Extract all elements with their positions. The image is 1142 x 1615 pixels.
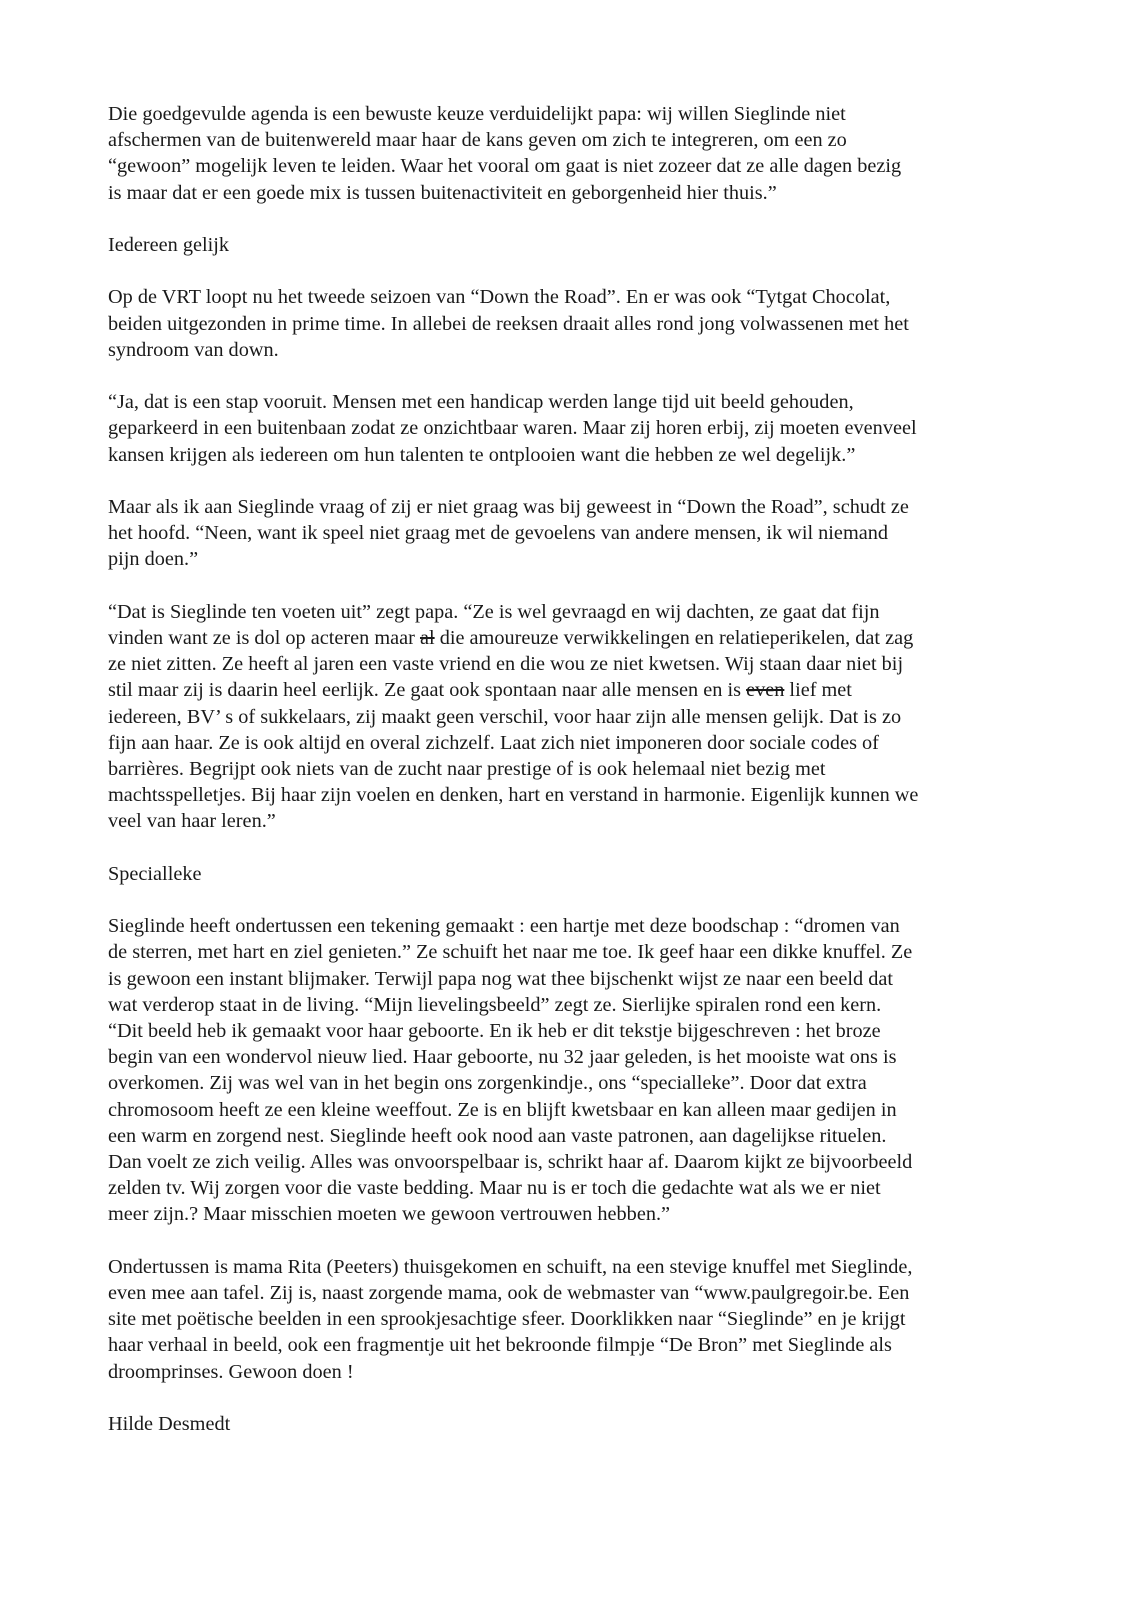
text-line: begin van een wondervol nieuw lied. Haar geboorte, nu 32 jaar geleden, is het mooiste wat ons is <box>108 1046 897 1069</box>
text-segment: lief met <box>784 679 852 702</box>
struck-word: even <box>746 679 785 702</box>
text-line: chromosoom heeft ze een kleine weeffout. Ze is en blijft kwetsbaar en kan alleen maar gedijen in <box>108 1098 897 1121</box>
text-line: is gewoon een instant blijmaker. Terwijl papa nog wat thee bijschenkt wijst ze naar een beeld dat <box>108 967 893 990</box>
paragraph-vrt <box>108 284 1048 363</box>
text-line: het hoofd. “Neen, want ik speel niet graag met de gevoelens van andere mensen, ik wil niemand <box>108 522 888 545</box>
paragraph-ten-voeten-uit <box>108 599 1048 835</box>
text-line: fijn aan haar. Ze is ook altijd en overal zichzelf. Laat zich niet imponeren door sociale codes of <box>108 731 879 754</box>
text-line: meer zijn.? Maar misschien moeten we gewoon vertrouwen hebben.” <box>108 1203 671 1226</box>
text-line: machtsspelletjes. Bij haar zijn voelen en denken, hart en verstand in harmonie. Eigenlijk kunnen we <box>108 784 919 807</box>
text-line <box>108 625 1048 651</box>
text-line: Ondertussen is mama Rita (Peeters) thuisgekomen en schuift, na een stevige knuffel met Sieglinde, <box>108 1255 913 1278</box>
text-line: barrières. Begrijpt ook niets van de zucht naar prestige of is ook helemaal niet bezig met <box>108 758 826 780</box>
author-name: Hilde Desmedt <box>108 1413 231 1436</box>
text-line: veel van haar leren.” <box>108 810 276 833</box>
paragraph-tekening <box>108 913 1048 1227</box>
text-line: “Dat is Sieglinde ten voeten uit” zegt papa. “Ze is wel gevraagd en wij dachten, ze gaat dat fijn <box>108 600 880 623</box>
text-line: Die goedgevulde agenda is een bewuste keuze verduidelijkt papa: wij willen Sieglinde niet <box>108 103 846 125</box>
document-page <box>108 101 1048 1463</box>
text-line: iedereen, BV’ s of sukkelaars, zij maakt geen verschil, voor haar zijn alle mensen gelijk. Dat is zo <box>108 705 902 728</box>
paragraph-agenda <box>108 101 1048 206</box>
text-line: droomprinses. Gewoon doen ! <box>108 1360 354 1383</box>
text-line: ze niet zitten. Ze heeft al jaren een vaste vriend en die wou ze niet kwetsen. Wij staan daar niet bij <box>108 653 904 676</box>
text-line: pijn doen.” <box>108 548 199 571</box>
heading-text: Iedereen gelijk <box>108 234 230 256</box>
text-line: geparkeerd in een buitenbaan zodat ze onzichtbaar waren. Maar zij horen erbij, zij moeten evenveel <box>108 417 917 440</box>
text-line: de sterren, met hart en ziel genieten.” Ze schuift het naar me toe. Ik geef haar een dikke knuffel. Ze <box>108 941 913 964</box>
text-segment: stil maar zij is daarin heel eerlijk. Ze gaat ook spontaan naar alle mensen en is <box>108 679 747 702</box>
text-line: site met poëtische beelden in een sprookjesachtige sfeer. Doorklikken naar “Sieglinde” en je krijgt <box>108 1308 906 1331</box>
text-line: kansen krijgen als iedereen om hun talenten te ontplooien want die hebben ze wel degelijk.” <box>108 443 856 466</box>
paragraph-mama-rita <box>108 1254 1048 1385</box>
text-line: Maar als ik aan Sieglinde vraag of zij er niet graag was bij geweest in “Down the Road”, schudt ze <box>108 495 909 518</box>
text-line: “gewoon” mogelijk leven te leiden. Waar het vooral om gaat is niet zozeer dat ze alle dagen bezig <box>108 155 902 178</box>
text-line: zelden tv. Wij zorgen voor die vaste bedding. Maar nu is er toch die gedachte wat als we er niet <box>108 1177 881 1200</box>
text-line: haar verhaal in beeld, ook een fragmentje uit het bekroonde filmpje “De Bron” met Sieglinde als <box>108 1334 892 1357</box>
text-line: “Dit beeld heb ik gemaakt voor haar geboorte. En ik heb er dit tekstje bijgeschreven : het broze <box>108 1020 881 1042</box>
struck-word: al <box>419 626 435 649</box>
author-signature <box>108 1411 1048 1437</box>
text-line: even mee aan tafel. Zij is, naast zorgende mama, ook de webmaster van “www.paulgregoir.be. Een <box>108 1282 910 1305</box>
text-line: Op de VRT loopt nu het tweede seizoen van “Down the Road”. En er was ook “Tytgat Chocolat, <box>108 286 891 309</box>
text-line: beiden uitgezonden in prime time. In allebei de reeksen draait alles rond jong volwassenen met het <box>108 312 909 335</box>
text-line: Sieglinde heeft ondertussen een tekening gemaakt : een hartje met deze boodschap : “dromen van <box>108 915 900 938</box>
paragraph-stap-vooruit <box>108 389 1048 468</box>
text-segment: vinden want ze is dol op acteren maar <box>108 626 420 649</box>
text-segment: die amoureuze verwikkelingen en relatieperikelen, dat zag <box>434 626 914 649</box>
section-heading-specialleke <box>108 861 1048 887</box>
text-line: afschermen van de buitenwereld maar haar de kans geven om zich te integreren, om een zo <box>108 129 847 152</box>
text-line <box>108 677 1048 703</box>
text-line: overkomen. Zij was wel van in het begin ons zorgenkindje., ons “specialleke”. Door dat extra <box>108 1072 867 1095</box>
text-line: “Ja, dat is een stap vooruit. Mensen met een handicap werden lange tijd uit beeld gehouden, <box>108 391 854 414</box>
heading-text: Specialleke <box>108 862 202 885</box>
text-line: Dan voelt ze zich veilig. Alles was onvoorspelbaar is, schrikt haar af. Daarom kijkt ze bijvoorbeeld <box>108 1151 913 1174</box>
paragraph-down-the-road <box>108 494 1048 573</box>
text-line: syndroom van down. <box>108 338 279 361</box>
text-line: is maar dat er een goede mix is tussen buitenactiviteit en geborgenheid hier thuis.” <box>108 181 777 204</box>
text-line: wat verderop staat in de living. “Mijn lievelingsbeeld” zegt ze. Sierlijke spiralen rond een kern. <box>108 993 882 1016</box>
text-line: een warm en zorgend nest. Sieglinde heeft ook nood aan vaste patronen, aan dagelijkse rituelen. <box>108 1124 887 1147</box>
section-heading-iedereen-gelijk <box>108 232 1048 258</box>
